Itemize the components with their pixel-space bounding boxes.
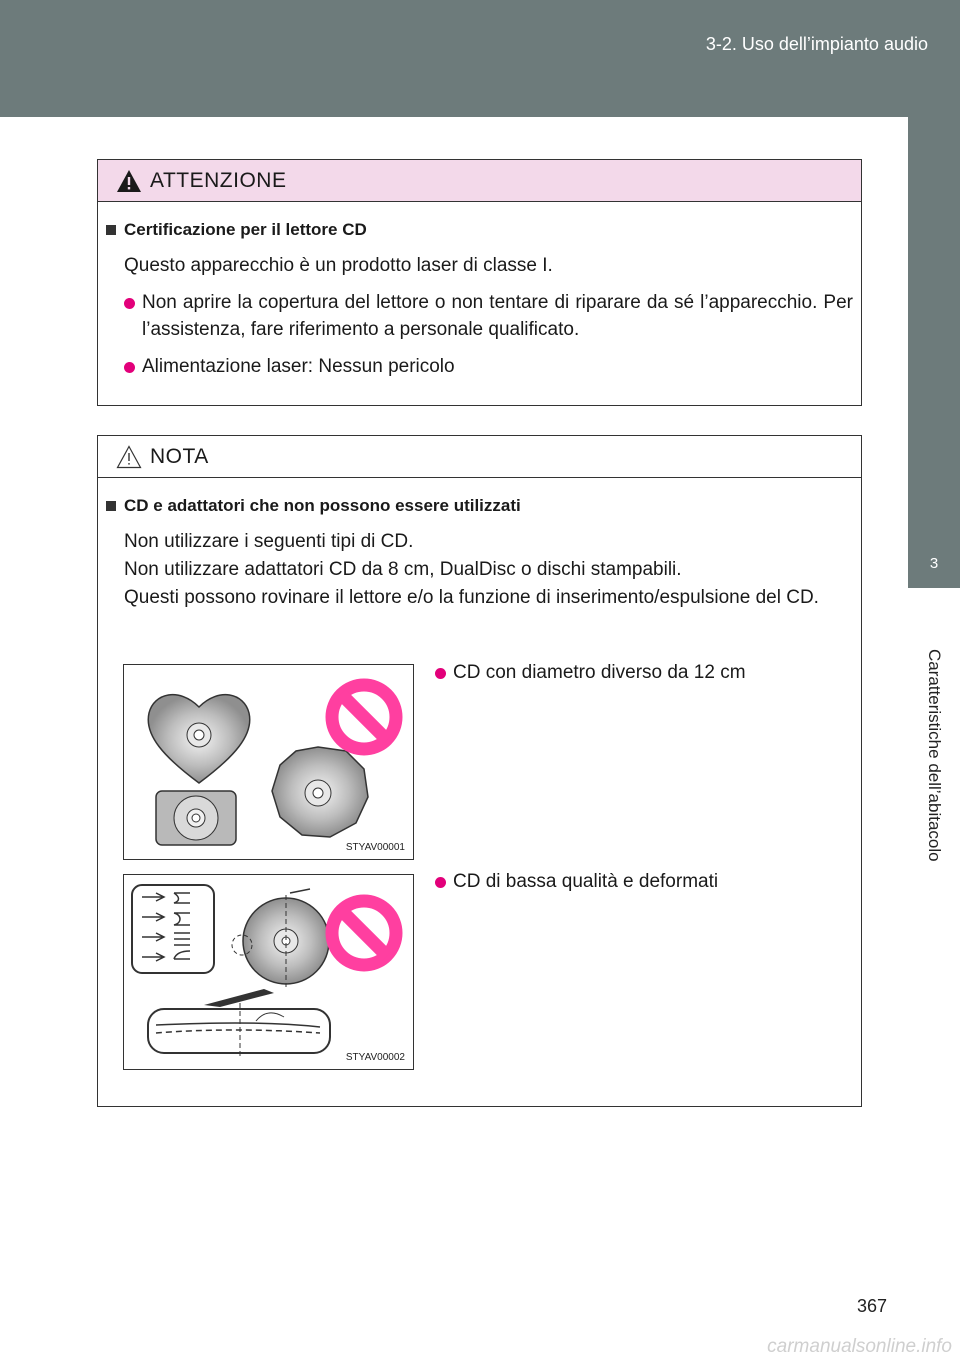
bullet-dot-icon xyxy=(124,298,135,309)
note-text xyxy=(124,528,853,612)
warning-body xyxy=(98,202,861,380)
figure-caption-text: CD con diametro diverso da 12 cm xyxy=(453,662,746,683)
figure-caption xyxy=(435,868,718,895)
warning-bullet xyxy=(124,353,853,380)
note-subheading xyxy=(106,496,853,516)
note-title: NOTA xyxy=(150,444,209,468)
note-line: Questi possono rovinare il lettore e/o la funzione di inserimento/espulsione del CD. xyxy=(124,587,819,608)
warning-triangle-icon xyxy=(116,169,142,193)
figure-code: STYAV00002 xyxy=(345,1052,405,1063)
figure-odd-shaped-cds xyxy=(123,664,414,860)
warning-box xyxy=(97,159,862,406)
warning-subheading xyxy=(106,220,853,240)
warning-box-header xyxy=(98,160,861,202)
note-line: Non utilizzare adattatori CD da 8 cm, DualDisc o dischi stampabili. xyxy=(124,559,682,580)
note-line: Non utilizzare i seguenti tipi di CD. xyxy=(124,531,414,552)
figure-caption-text: CD di bassa qualità e deformati xyxy=(453,871,719,892)
caution-outline-icon xyxy=(116,445,142,469)
page-number: 367 xyxy=(857,1296,888,1316)
square-bullet-icon xyxy=(106,501,116,511)
note-body xyxy=(98,478,861,612)
bullet-dot-icon xyxy=(435,877,446,888)
deformed-cd-illustration xyxy=(124,875,413,1069)
section-title: 3-2. Uso dell’impianto audio xyxy=(705,34,928,54)
warning-subheading-text: Certificazione per il lettore CD xyxy=(124,220,367,239)
figure-code: STYAV00001 xyxy=(345,842,405,853)
header-band xyxy=(0,0,960,117)
note-subheading-text: CD e adattatori che non possono essere utilizzati xyxy=(124,496,521,515)
warning-bullet-text: Non aprire la copertura del lettore o non tentare di riparare da sé l’apparecchio. Per l’assistenza, fare riferimento a personale qualificato. xyxy=(142,292,853,340)
chapter-tab xyxy=(908,117,960,588)
figure-deformed-cds xyxy=(123,874,414,1070)
warning-title: ATTENZIONE xyxy=(150,168,287,192)
bullet-dot-icon xyxy=(435,668,446,679)
chapter-title: Caratteristiche dell’abitacolo xyxy=(925,648,944,862)
square-bullet-icon xyxy=(106,225,116,235)
warning-text: Questo apparecchio è un prodotto laser di classe I. xyxy=(124,255,553,276)
odd-shaped-cd-illustration xyxy=(124,665,413,859)
chapter-number: 3 xyxy=(929,555,939,572)
figure-caption xyxy=(435,659,746,686)
warning-bullet xyxy=(124,289,853,343)
warning-bullet-text: Alimentazione laser: Nessun pericolo xyxy=(142,356,455,377)
chapter-title-vertical xyxy=(908,600,960,910)
watermark: carmanualsonline.info xyxy=(767,1336,952,1357)
bullet-dot-icon xyxy=(124,362,135,373)
note-box-header xyxy=(98,436,861,478)
